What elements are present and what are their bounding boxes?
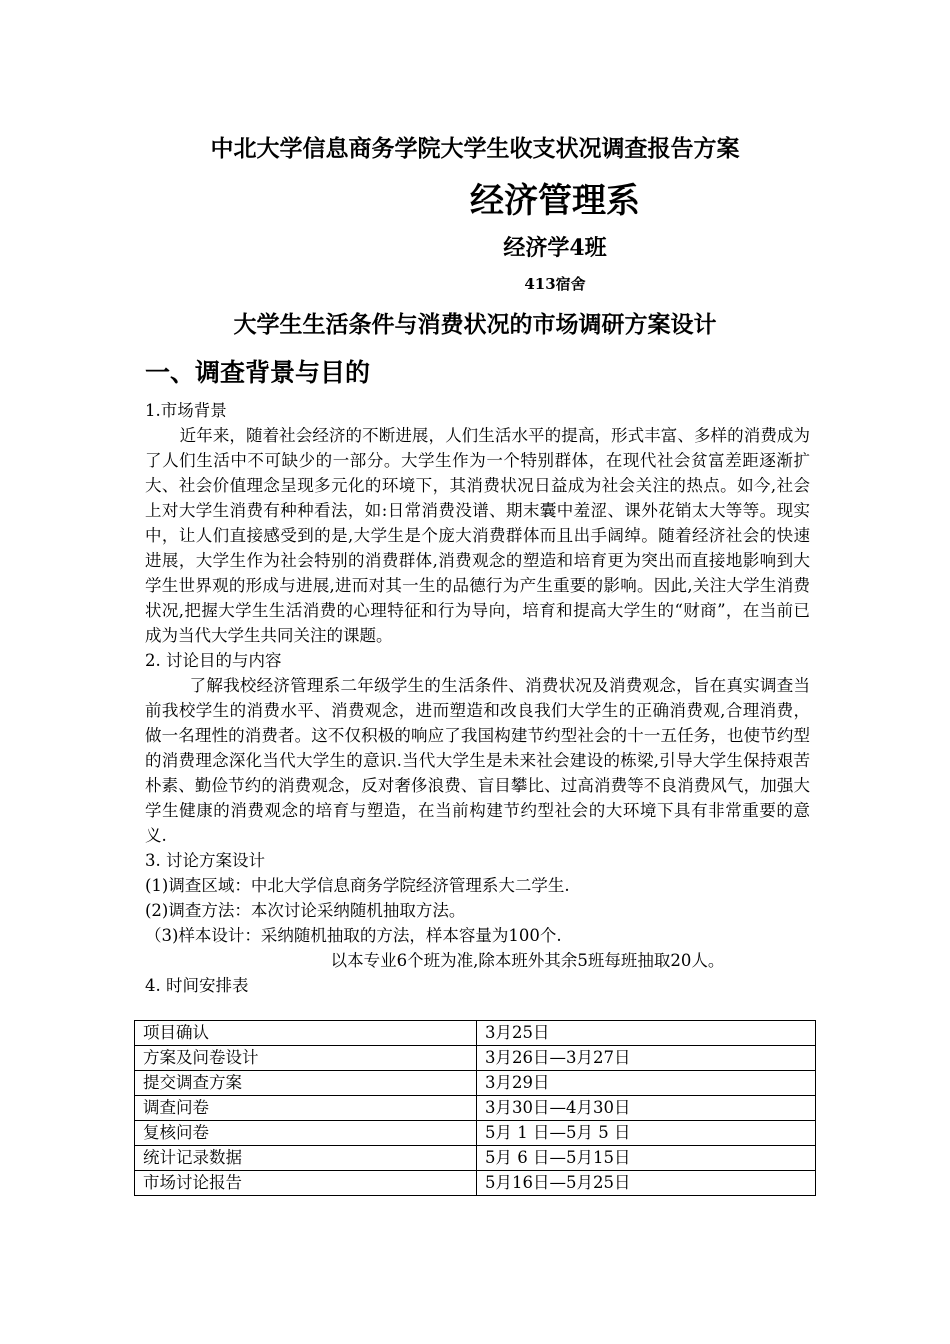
table-row <box>135 1021 816 1046</box>
date-cell: 3月29日 <box>477 1071 816 1096</box>
date-cell: 3月25日 <box>477 1021 816 1046</box>
table-row <box>135 1071 816 1096</box>
department-heading: 经济管理系 <box>470 181 640 221</box>
task-cell: 统计记录数据 <box>135 1146 477 1171</box>
date-cell: 3月26日—3月27日 <box>477 1046 816 1071</box>
task-cell: 提交调查方案 <box>135 1071 477 1096</box>
item3-line: （3)样本设计：采纳随机抽取的方法，样本容量为100个. <box>145 926 562 945</box>
task-cell: 项目确认 <box>135 1021 477 1046</box>
table-row <box>135 1171 816 1196</box>
item3-note: 以本专业6个班为准,除本班外其余5班每班抽取20人。 <box>330 951 725 970</box>
schedule-table <box>134 1020 816 1196</box>
document-title: 中北大学信息商务学院大学生收支状况调查报告方案 <box>210 135 740 162</box>
table-row <box>135 1146 816 1171</box>
class-heading: 经济学4班 <box>503 235 607 261</box>
item3-line: (1)调查区域：中北大学信息商务学院经济管理系大二学生. <box>145 876 570 895</box>
table-row <box>135 1096 816 1121</box>
item1-paragraph: 近年来，随着社会经济的不断进展，人们生活水平的提高，形式丰富、多样的消费成为了人们生活中不可缺少的一部分。大学生作为一个特别群体，在现代社会贫富差距逐渐扩大、社会价值理念呈现多元化的环境下，其消费状况日益成为社会关注的热点。如今,社会上对大学生消费有种种看法，如:日常消费没谱、期末囊中羞涩、课外花销太大等等。现实中，让人们直接感受到的是,大学生是个庞大消费群体而且出手阔绰。随着经济社会的快速进展，大学生作为社会特别的消费群体,消费观念的塑造和培育更为突出而直接地影响到大学生世界观的形成与进展,进而对其一生的品德行为产生重要的影响。因此,关注大学生消费状况,把握大学生生活消费的心理特征和行为导向，培育和提高大学生的“财商”，在当前已成为当代大学生共同关注的课题。 <box>145 426 810 645</box>
item2-label: 2. 讨论目的与内容 <box>145 651 282 670</box>
task-cell: 复核问卷 <box>135 1121 477 1146</box>
task-cell: 方案及问卷设计 <box>135 1046 477 1071</box>
document-subtitle: 大学生生活条件与消费状况的市场调研方案设计 <box>233 311 717 338</box>
task-cell: 市场讨论报告 <box>135 1171 477 1196</box>
item1-label: 1.市场背景 <box>145 401 227 420</box>
section-heading: 一、调查背景与目的 <box>145 358 371 387</box>
date-cell: 5月 1 日—5月 5 日 <box>477 1121 816 1146</box>
item4-label: 4. 时间安排表 <box>145 976 249 995</box>
task-cell: 调查问卷 <box>135 1096 477 1121</box>
dorm-heading: 413宿舍 <box>524 275 586 293</box>
item3-line: (2)调查方法：本次讨论采纳随机抽取方法。 <box>145 901 466 920</box>
table-row <box>135 1046 816 1071</box>
table-row <box>135 1121 816 1146</box>
date-cell: 5月16日—5月25日 <box>477 1171 816 1196</box>
date-cell: 3月30日—4月30日 <box>477 1096 816 1121</box>
date-cell: 5月 6 日—5月15日 <box>477 1146 816 1171</box>
item2-paragraph: 了解我校经济管理系二年级学生的生活条件、消费状况及消费观念，旨在真实调查当前我校学生的消费水平、消费观念，进而塑造和改良我们大学生的正确消费观,合理消费，做一名理性的消费者。这不仅积极的响应了我国构建节约型社会的十一五任务，也使节约型的消费理念深化当代大学生的意识.当代大学生是未来社会建设的栋梁,引导大学生保持艰苦朴素、勤俭节约的消费观念，反对奢侈浪费、盲目攀比、过高消费等不良消费风气，加强大学生健康的消费观念的培育与塑造，在当前构建节约型社会的大环境下具有非常重要的意义. <box>145 676 810 845</box>
section-body <box>145 398 810 998</box>
item3-label: 3. 讨论方案设计 <box>145 851 265 870</box>
